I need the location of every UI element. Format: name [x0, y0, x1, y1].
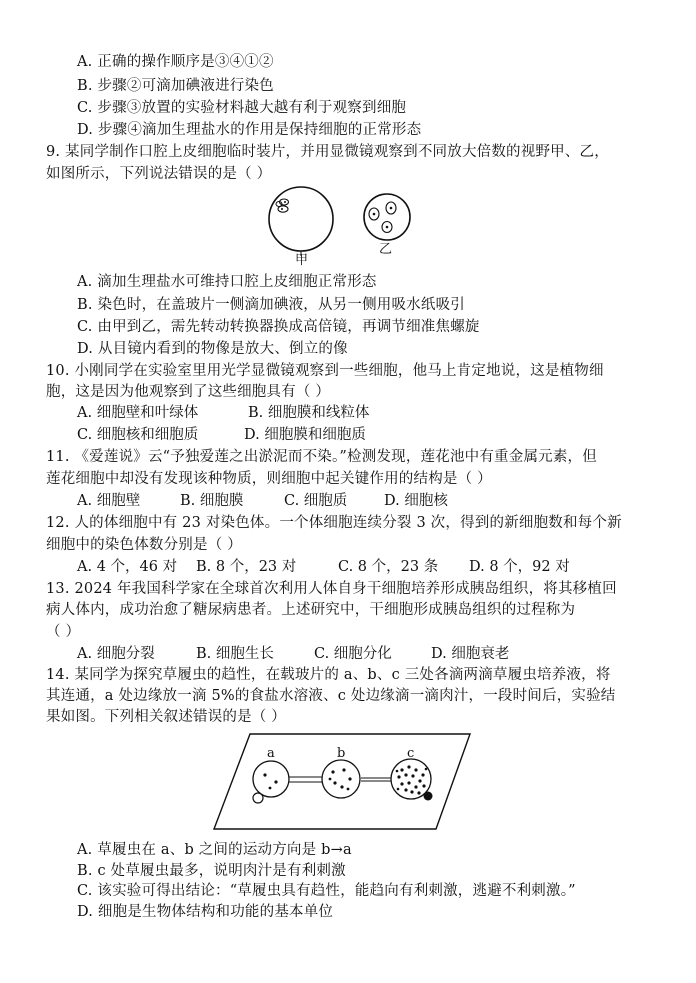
q12-option-d: D. 8 个，92 对: [469, 559, 570, 575]
q10-options-row1: [77, 403, 677, 423]
q13-options-row: [77, 644, 677, 664]
field-of-view-jia: [269, 187, 333, 266]
q9-option-b: B. 染色时，在盖玻片一侧滴加碘液，从另一侧用吸水纸吸引: [77, 297, 465, 313]
q11-options-row: [77, 491, 677, 511]
q13-option-c: C. 细胞分化: [314, 646, 392, 662]
q14-slide-figure: [212, 733, 474, 833]
q10-stem-line1: 10. 小刚同学在实验室里用光学显微镜观察到一些细胞，他马上肯定地说，这是植物细: [46, 363, 604, 379]
q13-stem-line1: 13. 2024 年我国科学家在全球首次利用人体自身干细胞培养形成胰岛组织，将其移植回: [46, 581, 617, 597]
q14-option-c: C. 该实验可得出结论：“草履虫具有趋性，能趋向有利刺激，逃避不利刺激。”: [77, 883, 576, 899]
q14-option-b: B. c 处草履虫最多，说明肉汁是有利刺激: [77, 863, 346, 879]
field-of-view-yi: [364, 194, 410, 257]
q12-stem-line1: 12. 人的体细胞中有 23 对染色体。一个体细胞连续分裂 3 次，得到的新细胞数和每个新: [46, 515, 622, 531]
q12-option-a: A. 4 个，46 对: [77, 559, 178, 575]
q11-stem-line2: 莲花细胞中却没有发现该种物质，则细胞中起关键作用的结构是（ ）: [46, 471, 492, 487]
q8-option-d: D. 步骤④滴加生理盐水的作用是保持细胞的正常形态: [77, 122, 422, 138]
q10-option-c: C. 细胞核和细胞质: [77, 427, 199, 443]
q14-stem-line3: 果如图。下列相关叙述错误的是（ ）: [46, 709, 287, 725]
label-a: a: [267, 746, 275, 761]
q14-option-a: A. 草履虫在 a、b 之间的运动方向是 b→a: [77, 842, 352, 858]
q12-options-row: [77, 557, 677, 577]
channel-a-b: [289, 777, 322, 782]
drop-b: [322, 760, 360, 798]
q9-option-d: D. 从目镜内看到的物像是放大、倒立的像: [77, 341, 348, 357]
q13-option-b: B. 细胞生长: [196, 646, 274, 662]
label-jia: 甲: [295, 253, 309, 266]
q10-option-d: D. 细胞膜和细胞质: [244, 427, 366, 443]
q8-option-b: B. 步骤②可滴加碘液进行染色: [77, 78, 274, 94]
q13-stem-line2: 病人体内，成功治愈了糖尿病患者。上述研究中，干细胞形成胰岛组织的过程称为: [46, 602, 576, 618]
label-c: c: [407, 746, 415, 761]
q11-option-b: B. 细胞膜: [180, 493, 244, 509]
q14-option-d: D. 细胞是生物体结构和功能的基本单位: [77, 904, 334, 920]
label-b: b: [337, 746, 346, 761]
q10-stem-line2: 胞，这是因为他观察到了这些细胞具有（ ）: [46, 384, 331, 400]
q10-option-a: A. 细胞壁和叶绿体: [77, 405, 199, 421]
drop-a: [253, 761, 289, 797]
q14-stem-line1: 14. 某同学为探究草履虫的趋性，在载玻片的 a、b、c 三处各滴两滴草履虫培养液，将: [46, 667, 611, 683]
q11-option-d: D. 细胞核: [384, 493, 448, 509]
q12-option-b: B. 8 个，23 对: [196, 559, 297, 575]
paramecia-cluster-c: [396, 765, 428, 794]
meat-juice-drop: [424, 792, 433, 801]
q8-option-c: C. 步骤③放置的实验材料越大越有利于观察到细胞: [77, 100, 407, 116]
q8-option-a: A. 正确的操作顺序是③④①②: [77, 54, 274, 70]
q13-option-a: A. 细胞分裂: [77, 646, 155, 662]
q13-stem-line3: （ ）: [46, 624, 81, 640]
q14-stem-line2: 其连通，a 处边缘放一滴 5%的食盐水溶液、c 处边缘滴一滴肉汁，一段时间后，实验结: [46, 688, 616, 704]
q11-option-c: C. 细胞质: [284, 493, 348, 509]
q12-stem-line2: 细胞中的染色体数分别是（ ）: [46, 537, 242, 553]
q11-option-a: A. 细胞壁: [77, 493, 141, 509]
channel-b-c: [361, 778, 391, 781]
salt-water-drop: [253, 793, 263, 803]
label-yi: 乙: [379, 242, 393, 257]
q9-option-a: A. 滴加生理盐水可维持口腔上皮细胞正常形态: [77, 274, 377, 290]
q13-option-d: D. 细胞衰老: [431, 646, 510, 662]
q10-options-row2: [77, 425, 677, 445]
q9-stem-line2: 如图所示，下列说法错误的是（ ）: [46, 166, 272, 182]
q9-stem-line1: 9. 某同学制作口腔上皮细胞临时装片，并用显微镜观察到不同放大倍数的视野甲、乙，: [46, 144, 609, 160]
q10-option-b: B. 细胞膜和线粒体: [248, 405, 370, 421]
q12-option-c: C. 8 个，23 条: [338, 559, 439, 575]
q9-option-c: C. 由甲到乙，需先转动转换器换成高倍镜，再调节细准焦螺旋: [77, 319, 480, 335]
q9-microscope-figure: [262, 186, 442, 266]
q11-stem-line1: 11. 《爱莲说》云“予独爱莲之出淤泥而不染。”检测发现，莲花池中有重金属元素，但: [46, 449, 597, 465]
